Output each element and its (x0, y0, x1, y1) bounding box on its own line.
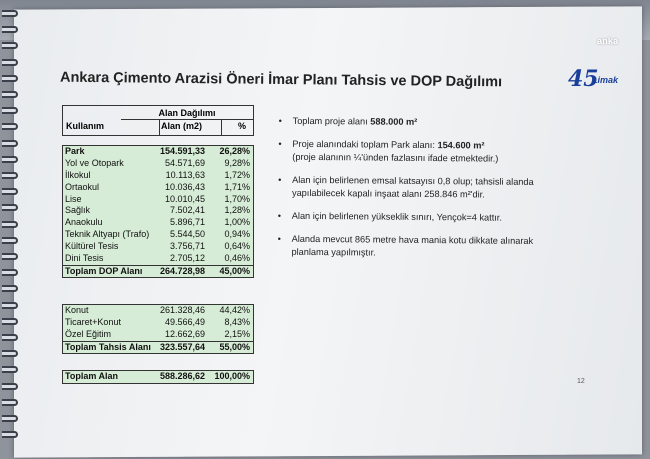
table-header (62, 105, 254, 136)
bullet-item: • Alanda mevcut 865 metre hava mania kotu dikkate alınarak planlama yapılmıştır. (277, 233, 577, 262)
company-logo (568, 68, 634, 92)
binding-ring (2, 221, 18, 228)
binding-ring (2, 334, 18, 341)
table-row: Park 154.591,33 26,28% (65, 146, 250, 156)
table-row: Özel Eğitim 12.662,69 2,15% (65, 328, 250, 339)
binding-ring (2, 123, 18, 130)
logo-number: 45 (568, 66, 599, 92)
table-row: Dini Tesis 2.705,12 0,46% (65, 253, 250, 264)
binding-ring (2, 285, 18, 292)
table-row: Toplam DOP Alanı 264.728,98 45,00% (63, 265, 253, 277)
grand-total-row: Toplam Alan 588.286,62 100,00% (65, 371, 250, 381)
column-header-area: Alan (m2) (161, 121, 203, 131)
table-row: Anaokulu 5.896,71 1,00% (65, 217, 250, 228)
binding-ring (2, 415, 18, 422)
table-row: İlkokul 10.113,63 1,72% (65, 169, 250, 180)
watermark: anka (597, 36, 619, 46)
table-row: Yol ve Otopark 54.571,69 9,28% (65, 157, 250, 168)
grand-total-table (62, 370, 254, 384)
binding-ring (2, 302, 18, 309)
bullet-item: • Alan için belirlenen emsal katsayısı 0,8 olup; tahsisli alanda yapılabilecek kapalı inşaat alanı 258.846 m²'dir. (278, 174, 578, 203)
table-row: Lise 10.010,45 1,70% (65, 193, 250, 204)
dop-table (62, 145, 254, 278)
binding-ring (2, 399, 18, 406)
bullet-item: • Proje alanındaki toplam Park alanı: 154.600 m² (proje alanının ¼'ünden fazlasını ifade etmektedir.) (278, 138, 578, 167)
binding-ring (2, 59, 18, 66)
binding-ring (2, 140, 18, 147)
table-row: Sağlık 7.502,41 1,28% (65, 205, 250, 216)
page-title: Ankara Çimento Arazisi Öneri İmar Planı Tahsis ve DOP Dağılımı (59, 69, 503, 91)
binding-ring (2, 204, 18, 211)
spiral-binding (2, 10, 20, 450)
bullet-item: • Toplam proje alanı 588.000 m² (279, 115, 579, 131)
binding-ring (2, 383, 18, 390)
binding-ring (2, 188, 18, 195)
bullet-list (277, 115, 578, 272)
binding-ring (2, 172, 18, 179)
binding-ring (2, 107, 18, 114)
binding-ring (2, 318, 18, 325)
binding-ring (2, 431, 18, 438)
binding-ring (2, 253, 18, 260)
table-row: Ticaret+Konut 49.566,49 8,43% (65, 316, 250, 327)
logo-brand: Limak (592, 75, 619, 85)
table-row: Ortaokul 10.036,43 1,71% (65, 181, 250, 192)
tahsis-table (62, 304, 254, 354)
binding-ring (2, 42, 18, 49)
binding-ring (2, 156, 18, 163)
table-row: Konut 261.328,46 44,42% (65, 305, 250, 315)
column-header-percent: % (238, 121, 247, 131)
table-row: Toplam Tahsis Alanı 323.557,64 55,00% (63, 341, 253, 353)
column-header-usage: Kullanım (66, 121, 105, 131)
binding-ring (2, 366, 18, 373)
binding-ring (2, 350, 18, 357)
binding-ring (2, 91, 18, 98)
page-number: 12 (577, 378, 585, 385)
table-group-header: Alan Dağılımı (121, 106, 253, 120)
table-row: Teknik Altyapı (Trafo) 5.544,50 0,94% (65, 229, 250, 240)
binding-ring (2, 75, 18, 82)
binding-ring (2, 26, 18, 33)
table-row: Kültürel Tesis 3.756,71 0,64% (65, 241, 250, 252)
binding-ring (2, 269, 18, 276)
binding-ring (2, 10, 18, 17)
bullet-item: • Alan için belirlenen yükseklik sınırı, Yençok=4 kattır. (278, 210, 578, 226)
binding-ring (2, 237, 18, 244)
